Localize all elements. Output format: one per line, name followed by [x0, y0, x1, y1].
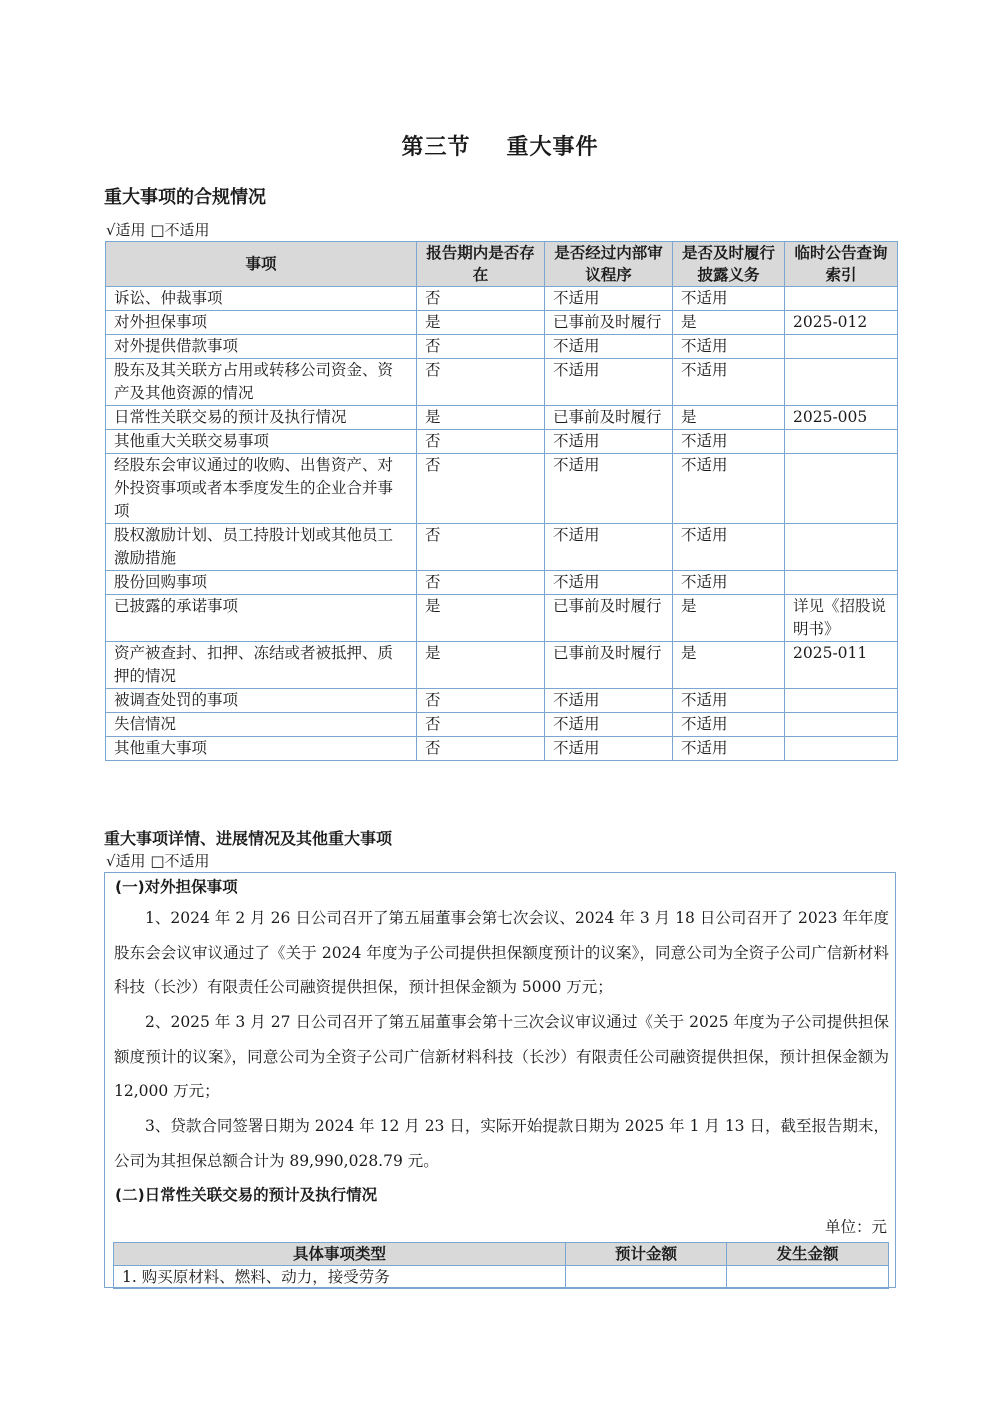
column-header: 预计金额 [566, 1243, 727, 1266]
table-cell: 不适用 [545, 335, 673, 359]
column-header: 具体事项类型 [114, 1243, 566, 1266]
table-row [106, 311, 898, 335]
table-cell: 不适用 [673, 571, 785, 595]
table-cell [785, 713, 898, 737]
table-row [106, 335, 898, 359]
table-cell: 不适用 [673, 737, 785, 761]
table-cell: 2025-011 [785, 642, 898, 689]
table-cell: 诉讼、仲裁事项 [106, 287, 417, 311]
details-heading: 重大事项详情、进展情况及其他重大事项 [104, 829, 393, 848]
table-row [106, 713, 898, 737]
column-header: 报告期内是否存在 [417, 242, 545, 287]
table-cell [785, 524, 898, 571]
section-number: 第三节 [401, 135, 471, 160]
related-transactions-table [113, 1242, 889, 1289]
table-cell: 不适用 [545, 454, 673, 524]
table-cell: 已事前及时履行 [545, 311, 673, 335]
table-cell: 是 [673, 642, 785, 689]
guarantee-subheading: (一)对外担保事项 [115, 878, 238, 896]
section-name: 重大事件 [506, 135, 599, 160]
table-cell: 不适用 [673, 524, 785, 571]
paragraph: 3、贷款合同签署日期为 2024 年 12 月 23 日，实际开始提款日期为 2025 年 1 月 13 日，截至报告期末，公司为其担保总额合计为 89,990,028.79 元。 [114, 1117, 889, 1170]
table-row [106, 595, 898, 642]
table-cell [785, 737, 898, 761]
table-cell [785, 359, 898, 406]
table-cell: 是 [673, 311, 785, 335]
table-cell: 否 [417, 737, 545, 761]
table-cell: 详见《招股说明书》 [785, 595, 898, 642]
table-cell: 已事前及时履行 [545, 595, 673, 642]
table-cell: 是 [673, 406, 785, 430]
table-cell: 已披露的承诺事项 [106, 595, 417, 642]
table-cell: 不适用 [545, 430, 673, 454]
table-row [106, 524, 898, 571]
table-cell: 不适用 [545, 524, 673, 571]
table-cell: 否 [417, 335, 545, 359]
paragraph: 1、2024 年 2 月 26 日公司召开了第五届董事会第七次会议、2024 年 3 月 18 日公司召开了 2023 年年度股东会会议审议通过了《关于 2024 年度为子公司提供担保额度预计的议案》，同意公司为全资子公司广信新材料科技（长沙）有限责任公司融资提供担保，预计担保金额为 5000 万元； [114, 909, 889, 996]
column-header: 事项 [106, 242, 417, 287]
table-cell: 已事前及时履行 [545, 642, 673, 689]
table-cell: 不适用 [673, 430, 785, 454]
table-cell: 否 [417, 454, 545, 524]
column-header: 临时公告查询索引 [785, 242, 898, 287]
table-cell [785, 571, 898, 595]
table-cell: 不适用 [545, 713, 673, 737]
table-cell: 不适用 [673, 335, 785, 359]
table-cell: 不适用 [673, 359, 785, 406]
table-cell: 日常性关联交易的预计及执行情况 [106, 406, 417, 430]
table-cell: 不适用 [545, 571, 673, 595]
table-cell: 不适用 [673, 689, 785, 713]
column-header: 发生金额 [727, 1243, 889, 1266]
table-cell: 被调查处罚的事项 [106, 689, 417, 713]
compliance-table [105, 241, 898, 761]
unit-label: 单位：元 [824, 1218, 887, 1236]
table-cell: 不适用 [673, 287, 785, 311]
table-cell: 已事前及时履行 [545, 406, 673, 430]
paragraph: 2、2025 年 3 月 27 日公司召开了第五届董事会第十三次会议审议通过《关于 2025 年度为子公司提供担保额度预计的议案》，同意公司为全资子公司广信新材料科技（长沙）有限责任公司融资提供担保，预计担保金额为 12,000 万元； [114, 1013, 889, 1100]
table-cell [566, 1266, 727, 1289]
table-cell [785, 430, 898, 454]
table-cell: 2025-005 [785, 406, 898, 430]
table-cell: 不适用 [545, 689, 673, 713]
table-cell: 否 [417, 689, 545, 713]
table-row [106, 454, 898, 524]
table-cell: 股权激励计划、员工持股计划或其他员工激励措施 [106, 524, 417, 571]
table-cell: 不适用 [545, 737, 673, 761]
table-cell: 其他重大事项 [106, 737, 417, 761]
table-row [106, 430, 898, 454]
applicability-indicator: √适用 □不适用 [106, 852, 210, 870]
page-title [0, 130, 1000, 161]
table-cell: 不适用 [545, 359, 673, 406]
table-cell: 是 [417, 311, 545, 335]
details-box [104, 872, 896, 1288]
table-cell: 经股东会审议通过的收购、出售资产、对外投资事项或者本季度发生的企业合并事项 [106, 454, 417, 524]
table-cell [785, 335, 898, 359]
compliance-heading: 重大事项的合规情况 [104, 187, 266, 208]
table-row [106, 737, 898, 761]
table-cell: 否 [417, 430, 545, 454]
table-cell: 不适用 [545, 287, 673, 311]
table-row [106, 406, 898, 430]
table-header-row [114, 1243, 889, 1266]
table-row [106, 689, 898, 713]
table-row [114, 1266, 889, 1289]
table-cell: 1. 购买原材料、燃料、动力，接受劳务 [114, 1266, 566, 1289]
table-cell [785, 454, 898, 524]
table-cell [785, 689, 898, 713]
table-cell: 对外担保事项 [106, 311, 417, 335]
column-header: 是否及时履行披露义务 [673, 242, 785, 287]
table-cell: 不适用 [673, 454, 785, 524]
column-header: 是否经过内部审议程序 [545, 242, 673, 287]
table-cell: 否 [417, 287, 545, 311]
table-row [106, 642, 898, 689]
table-row [106, 287, 898, 311]
table-cell: 是 [673, 595, 785, 642]
table-cell: 不适用 [673, 713, 785, 737]
applicability-indicator: √适用 □不适用 [106, 221, 210, 239]
table-cell: 否 [417, 524, 545, 571]
table-cell: 资产被查封、扣押、冻结或者被抵押、质押的情况 [106, 642, 417, 689]
table-cell: 其他重大关联交易事项 [106, 430, 417, 454]
related-transactions-subheading: (二)日常性关联交易的预计及执行情况 [115, 1186, 378, 1204]
table-cell: 否 [417, 713, 545, 737]
table-cell [727, 1266, 889, 1289]
table-cell: 股东及其关联方占用或转移公司资金、资产及其他资源的情况 [106, 359, 417, 406]
table-cell [785, 287, 898, 311]
table-cell: 失信情况 [106, 713, 417, 737]
table-header-row [106, 242, 898, 287]
table-cell: 是 [417, 406, 545, 430]
table-cell: 是 [417, 595, 545, 642]
table-row [106, 571, 898, 595]
table-row [106, 359, 898, 406]
table-cell: 否 [417, 359, 545, 406]
table-cell: 2025-012 [785, 311, 898, 335]
table-cell: 是 [417, 642, 545, 689]
table-cell: 股份回购事项 [106, 571, 417, 595]
table-cell: 否 [417, 571, 545, 595]
table-cell: 对外提供借款事项 [106, 335, 417, 359]
